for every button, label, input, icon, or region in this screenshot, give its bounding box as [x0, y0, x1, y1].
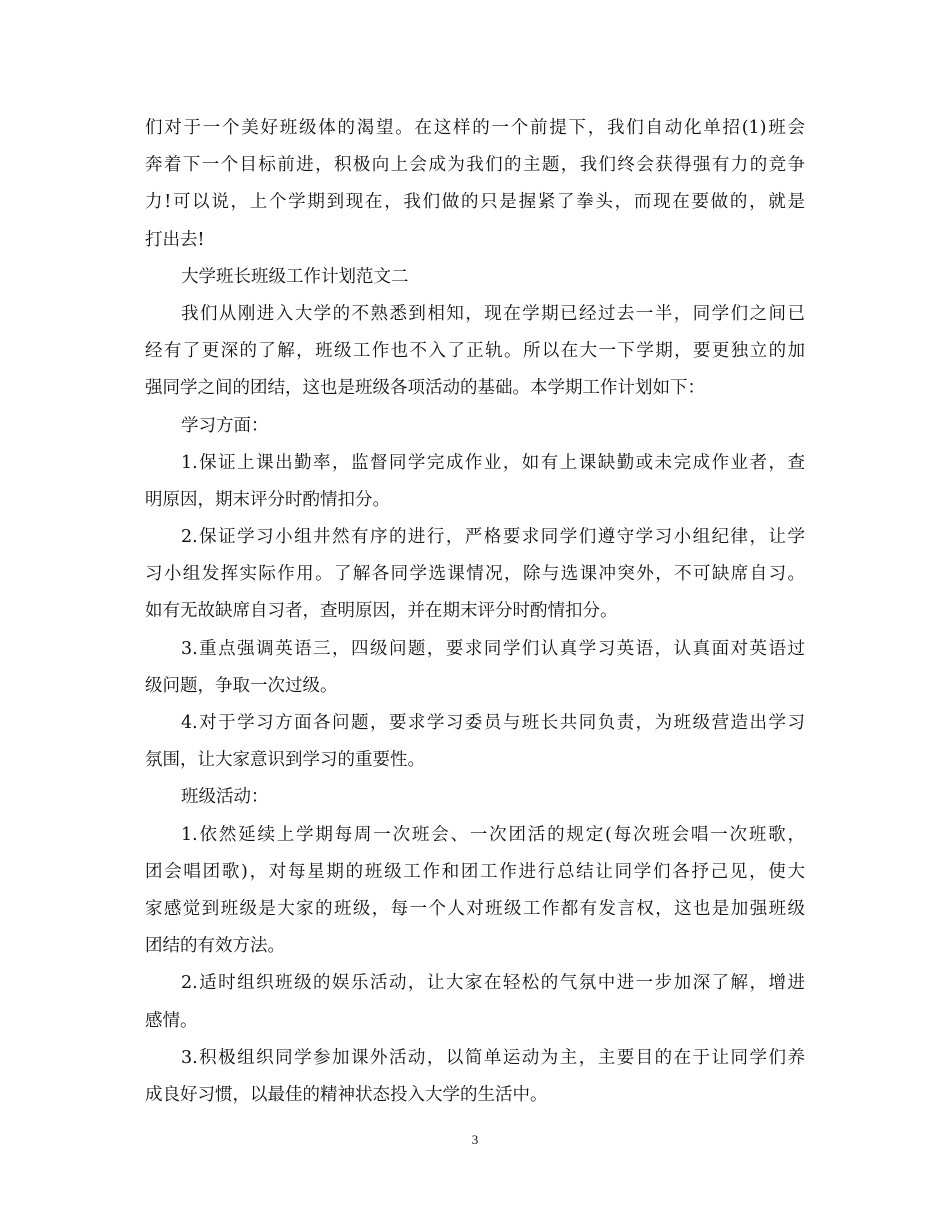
list-item-line: 团会唱团歌)，对每星期的班级工作和团工作进行总结让同学们各抒己见，使大: [145, 861, 805, 882]
list-item-line: 3.积极组织同学参加课外活动，以简单运动为主，主要目的在于让同学们养: [181, 1047, 805, 1068]
paragraph-line: 奔着下一个目标前进，积极向上会成为我们的主题，我们终会获得强有力的竞争: [145, 155, 805, 176]
paragraph-line: 打出去!: [145, 229, 205, 250]
list-item-line: 感情。: [145, 1010, 198, 1031]
paragraph-line: 经有了更深的了解，班级工作也不入了正轨。所以在大一下学期，要更独立的加: [145, 341, 805, 362]
list-item-line: 团结的有效方法。: [145, 936, 285, 957]
paragraph-line: 力!可以说，上个学期到现在，我们做的只是握紧了拳头，而现在要做的，就是: [145, 192, 805, 213]
list-item-line: 习小组发挥实际作用。了解各同学选课情况，除与选课冲突外，不可缺席自习。: [145, 564, 805, 585]
subsection-heading: 学习方面：: [181, 415, 269, 436]
list-item-line: 2.保证学习小组井然有序的进行，严格要求同学们遵守学习小组纪律，让学: [181, 527, 805, 548]
list-item-line: 1.保证上课出勤率，监督同学完成作业，如有上课缺勤或未完成作业者，查: [181, 452, 805, 473]
list-item-line: 成良好习惯，以最佳的精神状态投入大学的生活中。: [145, 1084, 548, 1105]
paragraph-line: 强同学之间的团结，这也是班级各项活动的基础。本学期工作计划如下：: [145, 378, 705, 399]
list-item-line: 2.适时组织班级的娱乐活动，让大家在轻松的气氛中进一步加深了解，增进: [181, 973, 805, 994]
paragraph-line: 我们从刚进入大学的不熟悉到相知，现在学期已经过去一半，同学们之间已: [181, 303, 805, 324]
list-item-line: 如有无故缺席自习者，查明原因，并在期末评分时酌情扣分。: [145, 601, 618, 622]
list-item-line: 明原因，期末评分时酌情扣分。: [145, 489, 390, 510]
list-item-line: 4.对于学习方面各问题，要求学习委员与班长共同负责，为班级营造出学习: [181, 713, 805, 733]
list-item-line: 家感觉到班级是大家的班级，每一个人对班级工作都有发言权，这也是加强班级: [145, 898, 805, 919]
paragraph-line: 们对于一个美好班级体的渴望。在这样的一个前提下，我们自动化单招(1)班会: [145, 118, 805, 138]
list-item-line: 1.依然延续上学期每周一次班会、一次团活的规定(每次班会唱一次班歌，: [181, 824, 805, 845]
list-item-line: 氛围，让大家意识到学习的重要性。: [145, 750, 425, 771]
document-body: [145, 110, 805, 1114]
section-heading: 大学班长班级工作计划范文二: [181, 266, 409, 287]
list-item-line: 3.重点强调英语三，四级问题，要求同学们认真学习英语，认真面对英语过: [181, 638, 805, 659]
page-number: 3: [471, 1132, 479, 1147]
subsection-heading: 班级活动：: [181, 787, 269, 808]
list-item-line: 级问题，争取一次过级。: [145, 675, 338, 696]
